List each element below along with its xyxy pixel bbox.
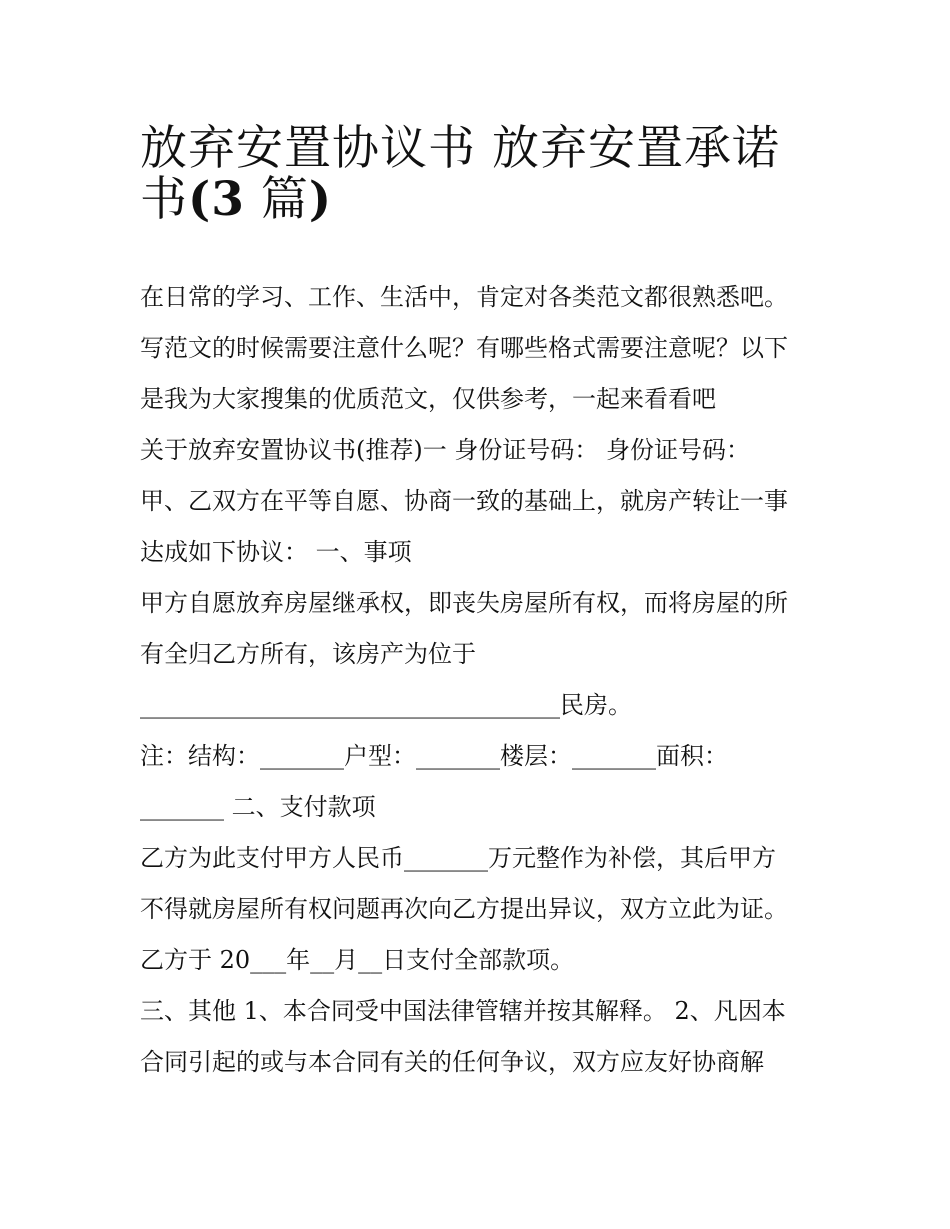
body-line: 不得就房屋所有权问题再次向乙方提出异议，双方立此为证。 (140, 895, 788, 923)
title-line-2-strong: (3 (188, 172, 245, 227)
document-body (140, 272, 820, 1088)
body-line: 合同引起的或与本合同有关的任何争议，双方应友好协商解 (140, 1048, 764, 1076)
body-line: 关于放弃安置协议书(推荐)一 身份证号码： 身份证号码： (140, 436, 750, 464)
body-line: ___________________________________民房。 (140, 691, 632, 719)
body-line: 在日常的学习、工作、生活中，肯定对各类范文都很熟悉吧。 (140, 283, 788, 311)
body-line: 写范文的时候需要注意什么呢？有哪些格式需要注意呢？以下 (140, 334, 788, 362)
title-line-2-pre: 书 (140, 172, 188, 227)
body-line: 注：结构：_______户型：_______楼层：_______面积： (140, 742, 728, 770)
document-title (140, 108, 820, 227)
body-line: 乙方于 20___年__月__日支付全部款项。 (140, 946, 575, 974)
body-line: 三、其他 1、本合同受中国法律管辖并按其解释。 2、凡因本 (140, 997, 786, 1025)
body-line: 有全归乙方所有，该房产为位于 (140, 640, 476, 668)
title-line-2-mid: 篇 (244, 172, 309, 227)
body-line: 乙方为此支付甲方人民币_______万元整作为补偿，其后甲方 (140, 844, 776, 872)
title-line-2-post: ) (308, 172, 333, 227)
body-line: _______ 二、支付款项 (140, 793, 376, 821)
body-line: 甲、乙双方在平等自愿、协商一致的基础上，就房产转让一事 (140, 487, 788, 515)
body-line: 甲方自愿放弃房屋继承权，即丧失房屋所有权，而将房屋的所 (140, 589, 788, 617)
title-line-1: 放弃安置协议书 放弃安置承诺 (140, 121, 780, 176)
body-line: 达成如下协议： 一、事项 (140, 538, 412, 566)
body-line: 是我为大家搜集的优质范文，仅供参考，一起来看看吧 (140, 385, 716, 413)
